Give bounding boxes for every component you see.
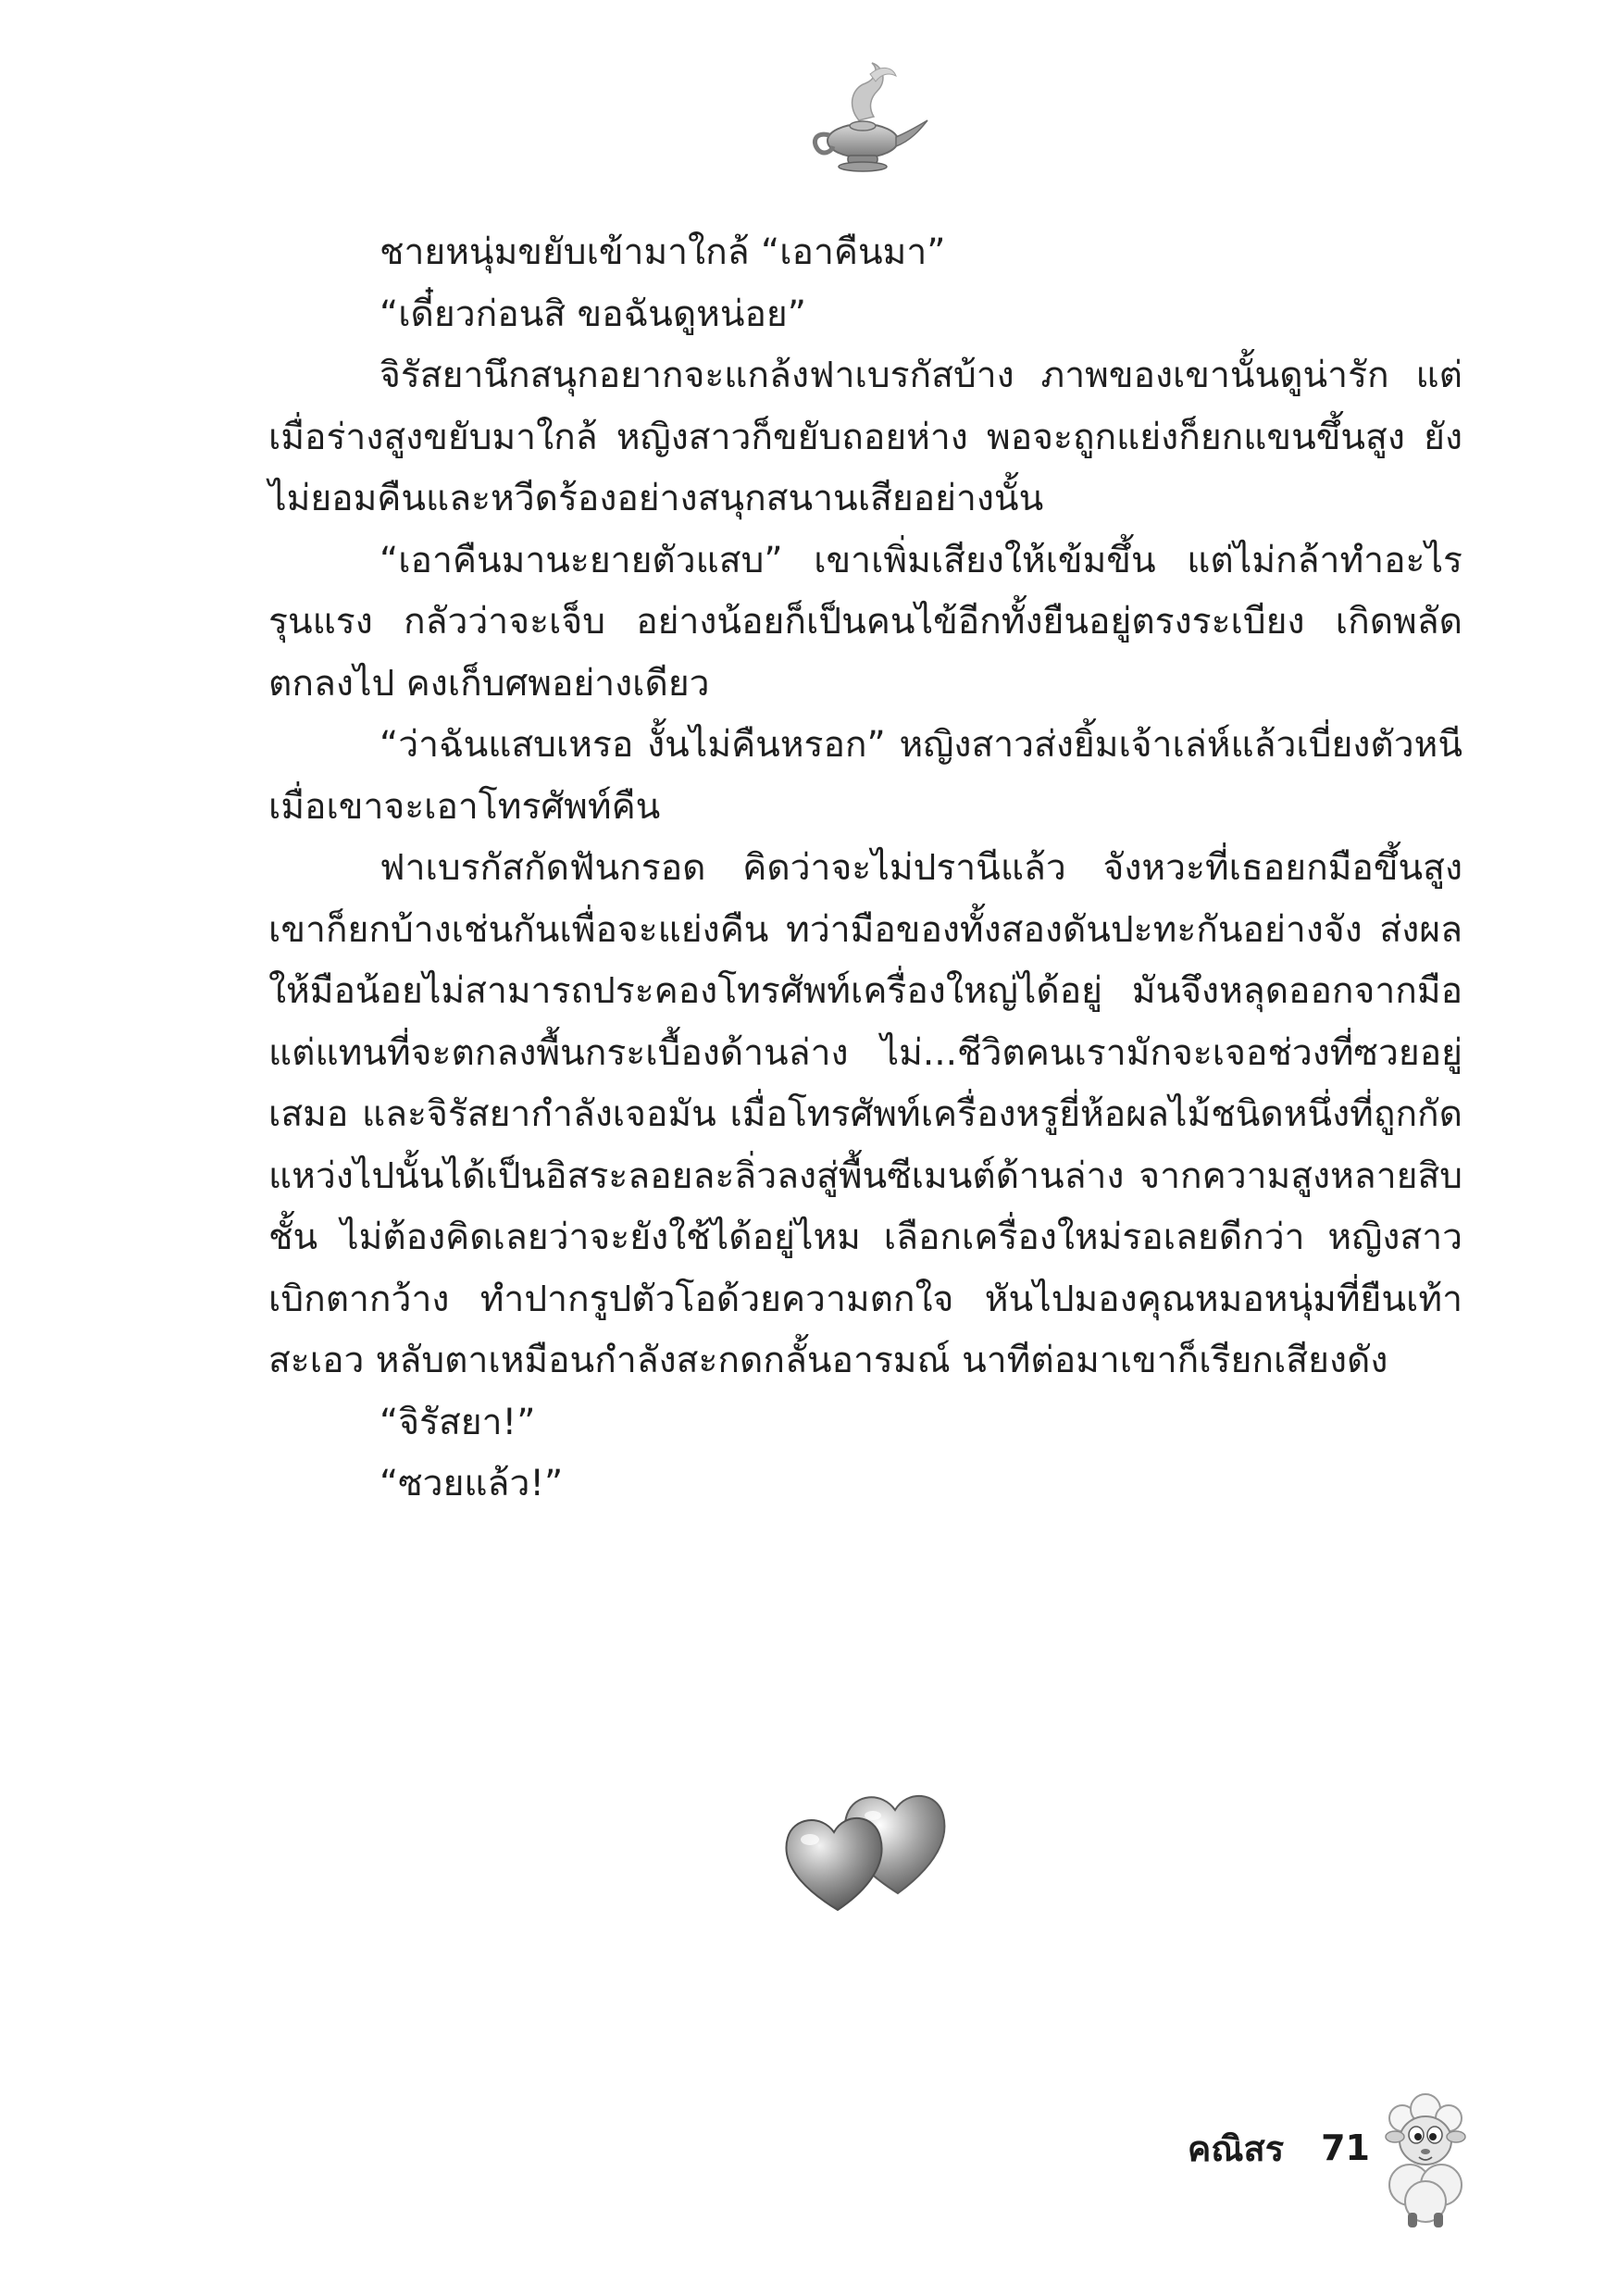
paragraph: ฟาเบรกัสกัดฟันกรอด คิดว่าจะไม่ปรานีแล้ว จังหวะที่เธอยกมือขึ้นสูง เขาก็ยกบ้างเช่นกันเพื่อจะแย่งคืน ทว่ามือของทั้งสองดันปะทะกันอย่างจัง ส่งผลให้มือน้อยไม่สามารถประคองโทรศัพท์เครื่องใหญ่ได้อยู่ มันจึงหลุดออกจากมือ แต่แทนที่จะตกลงพื้นกระเบื้องด้านล่าง ไม่...ชีวิตคนเรามักจะเจอช่วงที่ซวยอยู่เสมอ และจิรัสยากำลังเจอมัน เมื่อโทรศัพท์เครื่องหรูยี่ห้อผลไม้ชนิดหนึ่งที่ถูกกัดแหว่งไปนั้นได้เป็นอิสระลอยละลิ่วลงสู่พื้นซีเมนต์ด้านล่าง จากความสูงหลายสิบชั้น ไม่ต้องคิดเลยว่าจะยังใช้ได้อยู่ไหม เลือกเครื่องใหม่รอเลยดีกว่า หญิงสาวเบิกตากว้าง ทำปากรูปตัวโอด้วยความตกใจ หันไปมองคุณหมอหนุ่มที่ยืนเท้าสะเอว หลับตาเหมือนกำลังสะกดกลั้นอารมณ์ นาทีต่อมาเขาก็เรียกเสียงดัง [268, 847, 1462, 1381]
paragraph: “ว่าฉันแสบเหรอ งั้นไม่คืนหรอก” หญิงสาวส่งยิ้มเจ้าเล่ห์แล้วเบี่ยงตัวหนีเมื่อเขาจะเอาโทรศัพท์คืน [268, 724, 1462, 828]
page-number: 71 [1321, 2128, 1370, 2168]
paragraph: “เอาคืนมานะยายตัวแสบ” เขาเพิ่มเสียงให้เข้มขึ้น แต่ไม่กล้าทำอะไรรุนแรง กลัวว่าจะเจ็บ อย่างน้อยก็เป็นคนไข้อีกทั้งยืนอยู่ตรงระเบียง เกิดพลัดตกลงไป คงเก็บศพอย่างเดียว [268, 539, 1462, 705]
sheep-mascot-icon [1375, 2083, 1476, 2231]
paragraph: “เดี๋ยวก่อนสิ ขอฉันดูหน่อย” [380, 293, 806, 335]
author-name: คณิสร [1187, 2128, 1285, 2169]
magic-lamp-icon [796, 56, 935, 176]
story-text [268, 222, 1462, 1516]
paragraph: “ซวยแล้ว!” [380, 1463, 564, 1504]
paragraph: ชายหนุ่มขยับเข้ามาใกล้ “เอาคืนมา” [380, 231, 946, 273]
two-hearts-icon [773, 1764, 958, 1916]
paragraph: จิรัสยานึกสนุกอยากจะแกล้งฟาเบรกัสบ้าง ภาพของเขานั้นดูน่ารัก แต่เมื่อร่างสูงขยับมาใกล้ หญิงสาวก็ขยับถอยห่าง พอจะถูกแย่งก็ยกแขนขึ้นสูง ยังไม่ยอมคืนและหวีดร้องอย่างสนุกสนานเสียอย่างนั้น [268, 355, 1462, 519]
page-footer [1188, 2120, 1370, 2176]
paragraph: “จิรัสยา!” [380, 1401, 536, 1443]
